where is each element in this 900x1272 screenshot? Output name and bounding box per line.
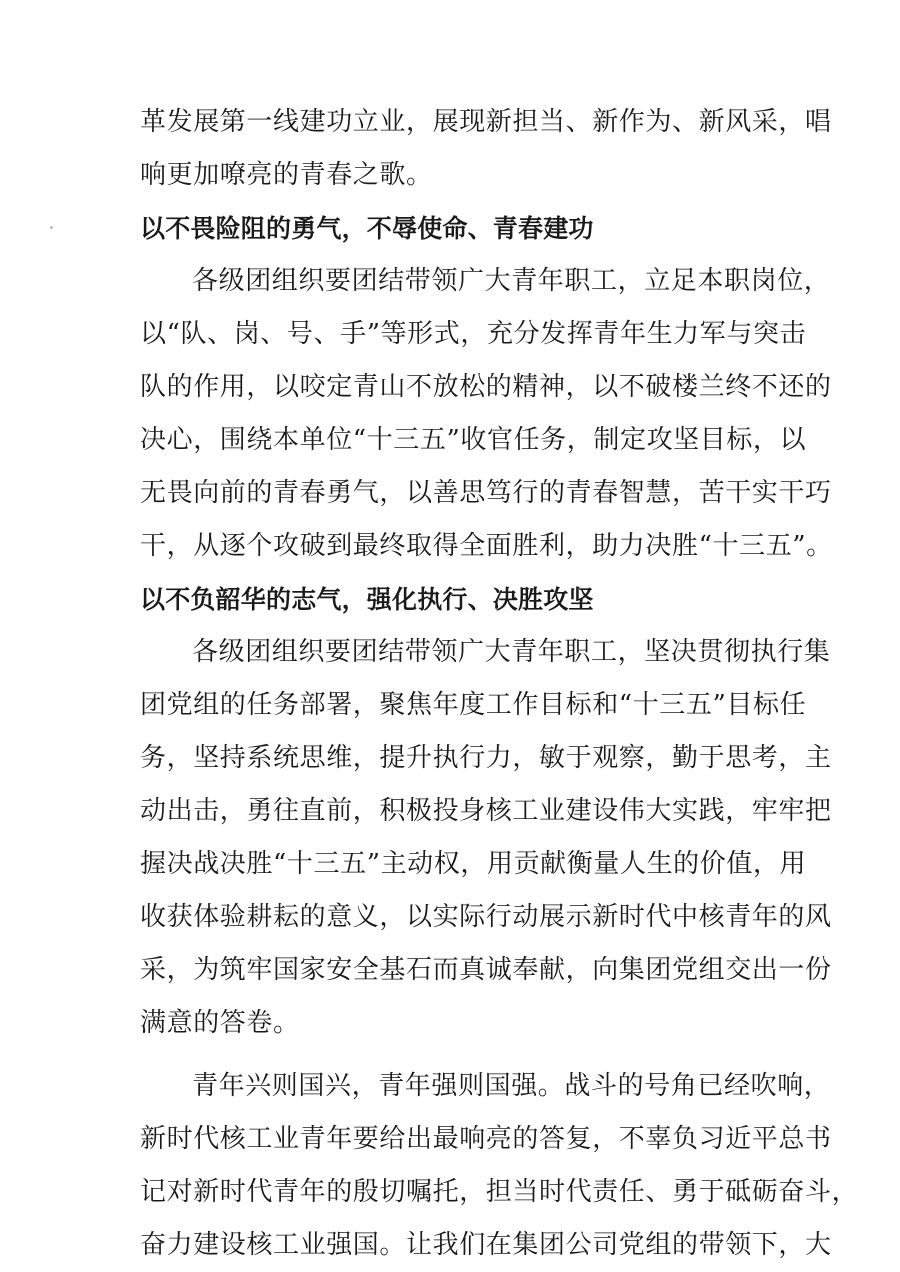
text-line: 满意的答卷。 — [140, 1008, 300, 1038]
text-line: 决心，围绕本单位“十三五”收官任务，制定攻坚目标，以 — [140, 425, 807, 455]
text-line: 团党组的任务部署，聚焦年度工作目标和“十三五”目标任 — [140, 690, 807, 720]
text-line: 务，坚持系统思维，提升执行力，敏于观察，勤于思考，主 — [140, 743, 832, 773]
text-line: 收获体验耕耘的意义，以实际行动展示新时代中核青年的风 — [140, 902, 832, 932]
section-heading: 以不畏险阻的勇气，不辱使命、青春建功 — [140, 214, 594, 243]
text-line: 队的作用，以咬定青山不放松的精神，以不破楼兰终不还的 — [140, 372, 832, 402]
text-line: 动出击，勇往直前，积极投身核工业建设伟大实践，牢牢把 — [140, 796, 832, 826]
text-line: 记对新时代青年的殷切嘱托，担当时代责任、勇于砥砺奋斗， — [140, 1177, 859, 1207]
section-heading: 以不负韶华的志气，强化执行、决胜攻坚 — [140, 585, 594, 614]
paragraph-gap — [140, 1050, 770, 1060]
text-line: 响更加嘹亮的青春之歌。 — [140, 160, 433, 190]
text-line: 握决战决胜“十三五”主动权，用贡献衡量人生的价值，用 — [140, 849, 807, 879]
text-line: 以“队、岗、号、手”等形式，充分发挥青年生力军与突击 — [140, 319, 807, 349]
text-line: 革发展第一线建功立业，展现新担当、新作为、新风采，唱 — [140, 107, 832, 137]
text-line: 采，为筑牢国家安全基石而真诚奉献，向集团党组交出一份 — [140, 955, 832, 985]
text-line: 各级团组织要团结带领广大青年职工，立足本职岗位， — [192, 266, 831, 296]
text-line: 青年兴则国兴，青年强则国强。战斗的号角已经吹响， — [192, 1071, 831, 1101]
text-line: 奋力建设核工业强国。让我们在集团公司党组的带领下，大 — [140, 1230, 832, 1260]
text-line: 无畏向前的青春勇气，以善思笃行的青春智慧，苦干实干巧 — [140, 478, 832, 508]
text-line: 各级团组织要团结带领广大青年职工，坚决贯彻执行集 — [192, 637, 831, 667]
document-body — [140, 96, 859, 1272]
text-line: 新时代核工业青年要给出最响亮的答复，不辜负习近平总书 — [140, 1124, 832, 1154]
text-line: 干，从逐个攻破到最终取得全面胜利，助力决胜“十三五”。 — [140, 531, 833, 561]
scan-speck — [50, 226, 53, 229]
